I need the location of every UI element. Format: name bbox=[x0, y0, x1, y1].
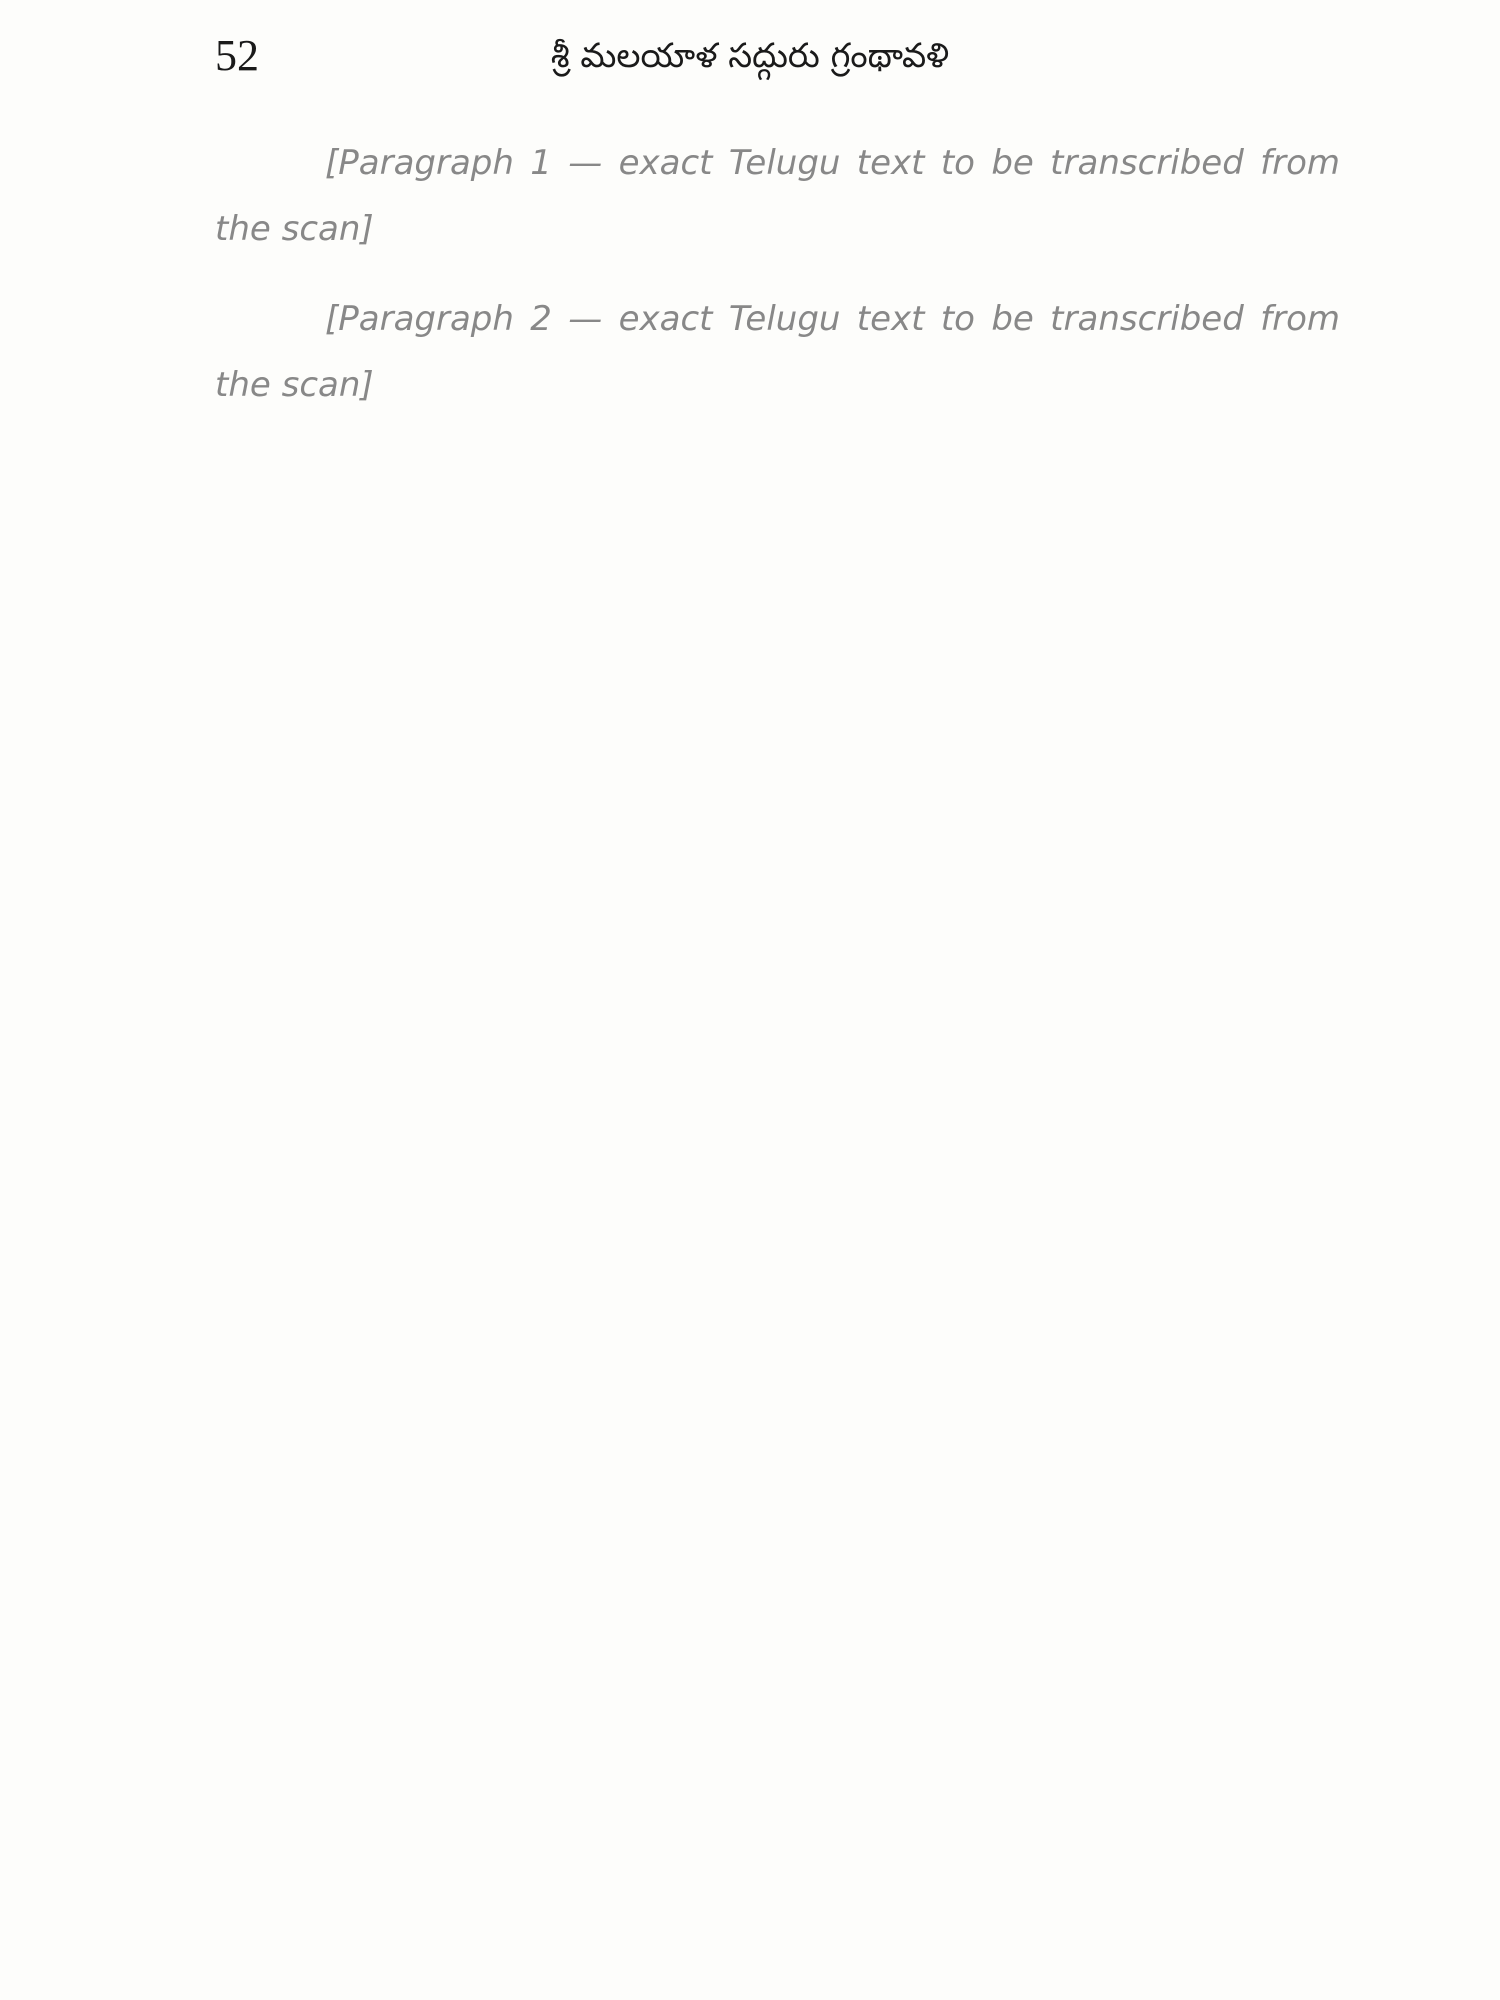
body-text bbox=[215, 130, 1340, 442]
page-number: 52 bbox=[215, 31, 259, 80]
running-header: శ్రీ మలయాళ సద్గురు గ్రంథావళి bbox=[550, 36, 950, 76]
paragraph-2: [Paragraph 2 — exact Telugu text to be transcribed from the scan] bbox=[215, 299, 1340, 405]
paragraph-1: [Paragraph 1 — exact Telugu text to be transcribed from the scan] bbox=[215, 143, 1340, 249]
